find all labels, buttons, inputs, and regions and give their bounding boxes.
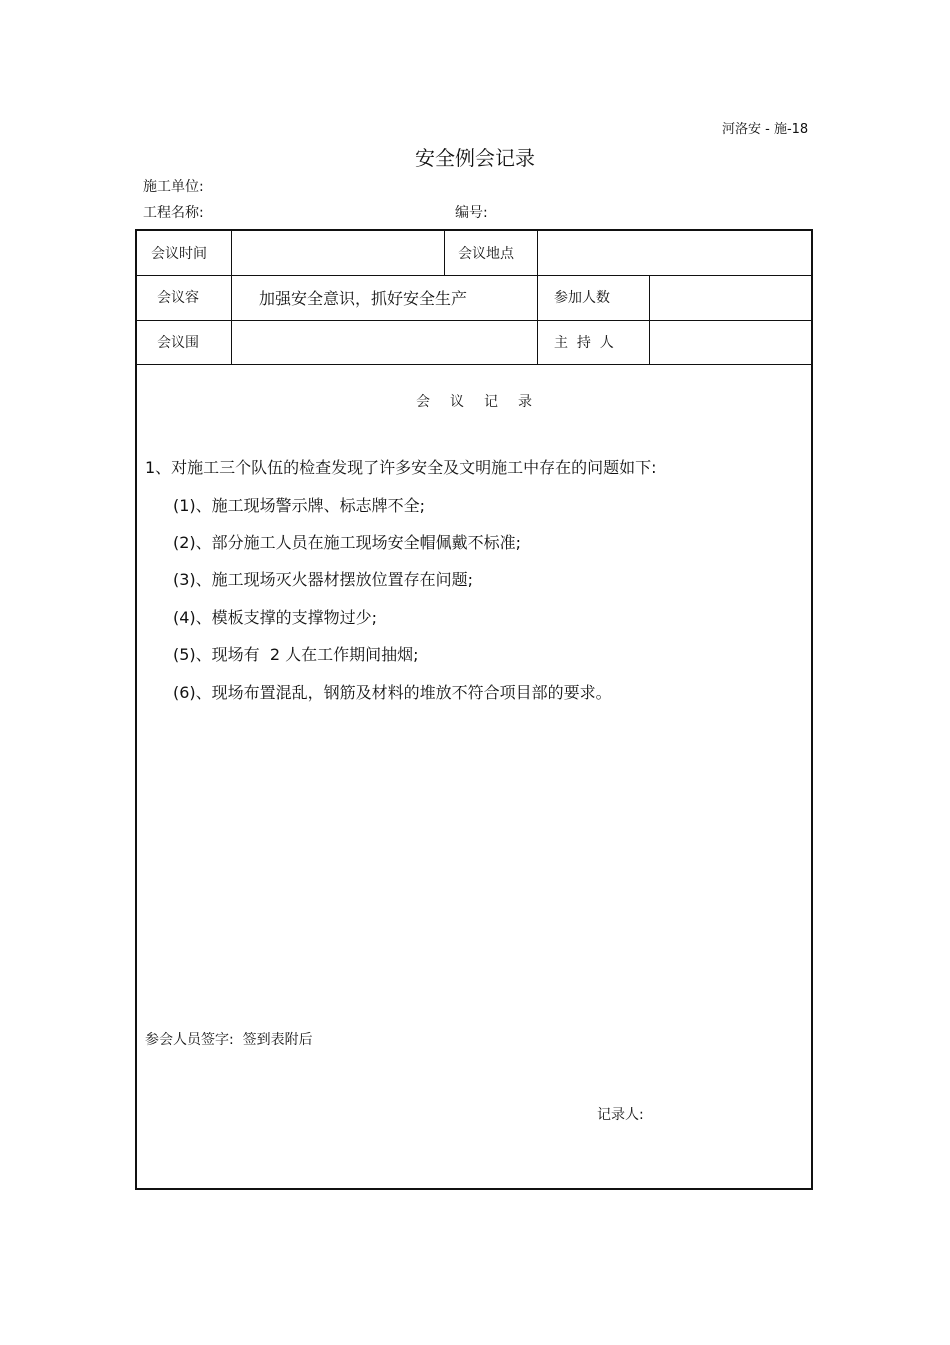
meeting-content-value: 加强安全意识，抓好安全生产: [259, 289, 468, 308]
recorder-label: 记录人:: [597, 1107, 644, 1123]
construction-unit-label: 施工单位:: [143, 179, 204, 195]
column-divider: [537, 231, 538, 364]
row-divider: [137, 275, 811, 276]
host-label: 主 持 人: [554, 335, 614, 351]
project-name-label: 工程名称:: [143, 205, 204, 221]
list-item: (4)、模板支撑的支撑物过少;: [173, 608, 378, 627]
column-divider: [444, 231, 445, 275]
list-item: (2)、部分施工人员在施工现场安全帽佩戴不标准;: [173, 533, 522, 552]
attendees-count-label: 参加人数: [554, 290, 610, 306]
list-item: (3)、施工现场灭火器材摆放位置存在问题;: [173, 570, 474, 589]
record-heading: 会议记录: [416, 394, 552, 410]
number-label: 编号:: [455, 205, 488, 221]
document-code: 河洛安 - 施-18: [722, 122, 809, 137]
list-item: (6)、现场布置混乱，钢筋及材料的堆放不符合项目部的要求。: [173, 683, 612, 702]
page-title: 安全例会记录: [415, 146, 535, 170]
row-divider: [137, 364, 811, 365]
meeting-record-table: [135, 229, 813, 1190]
list-item: (1)、施工现场警示牌、标志牌不全;: [173, 496, 426, 515]
list-item: (5)、现场有 2 人在工作期间抽烟;: [173, 645, 419, 664]
record-intro: 1、对施工三个队伍的检查发现了许多安全及文明施工中存在的问题如下:: [145, 458, 657, 477]
column-divider: [231, 231, 232, 364]
signature-note: 参会人员签字: 签到表附后: [145, 1032, 313, 1048]
row-divider: [137, 320, 811, 321]
column-divider: [649, 275, 650, 364]
meeting-place-label: 会议地点: [458, 246, 514, 262]
meeting-time-label: 会议时间: [151, 246, 207, 262]
meeting-scope-label: 会议围: [157, 335, 199, 351]
meeting-content-label: 会议容: [157, 290, 199, 306]
